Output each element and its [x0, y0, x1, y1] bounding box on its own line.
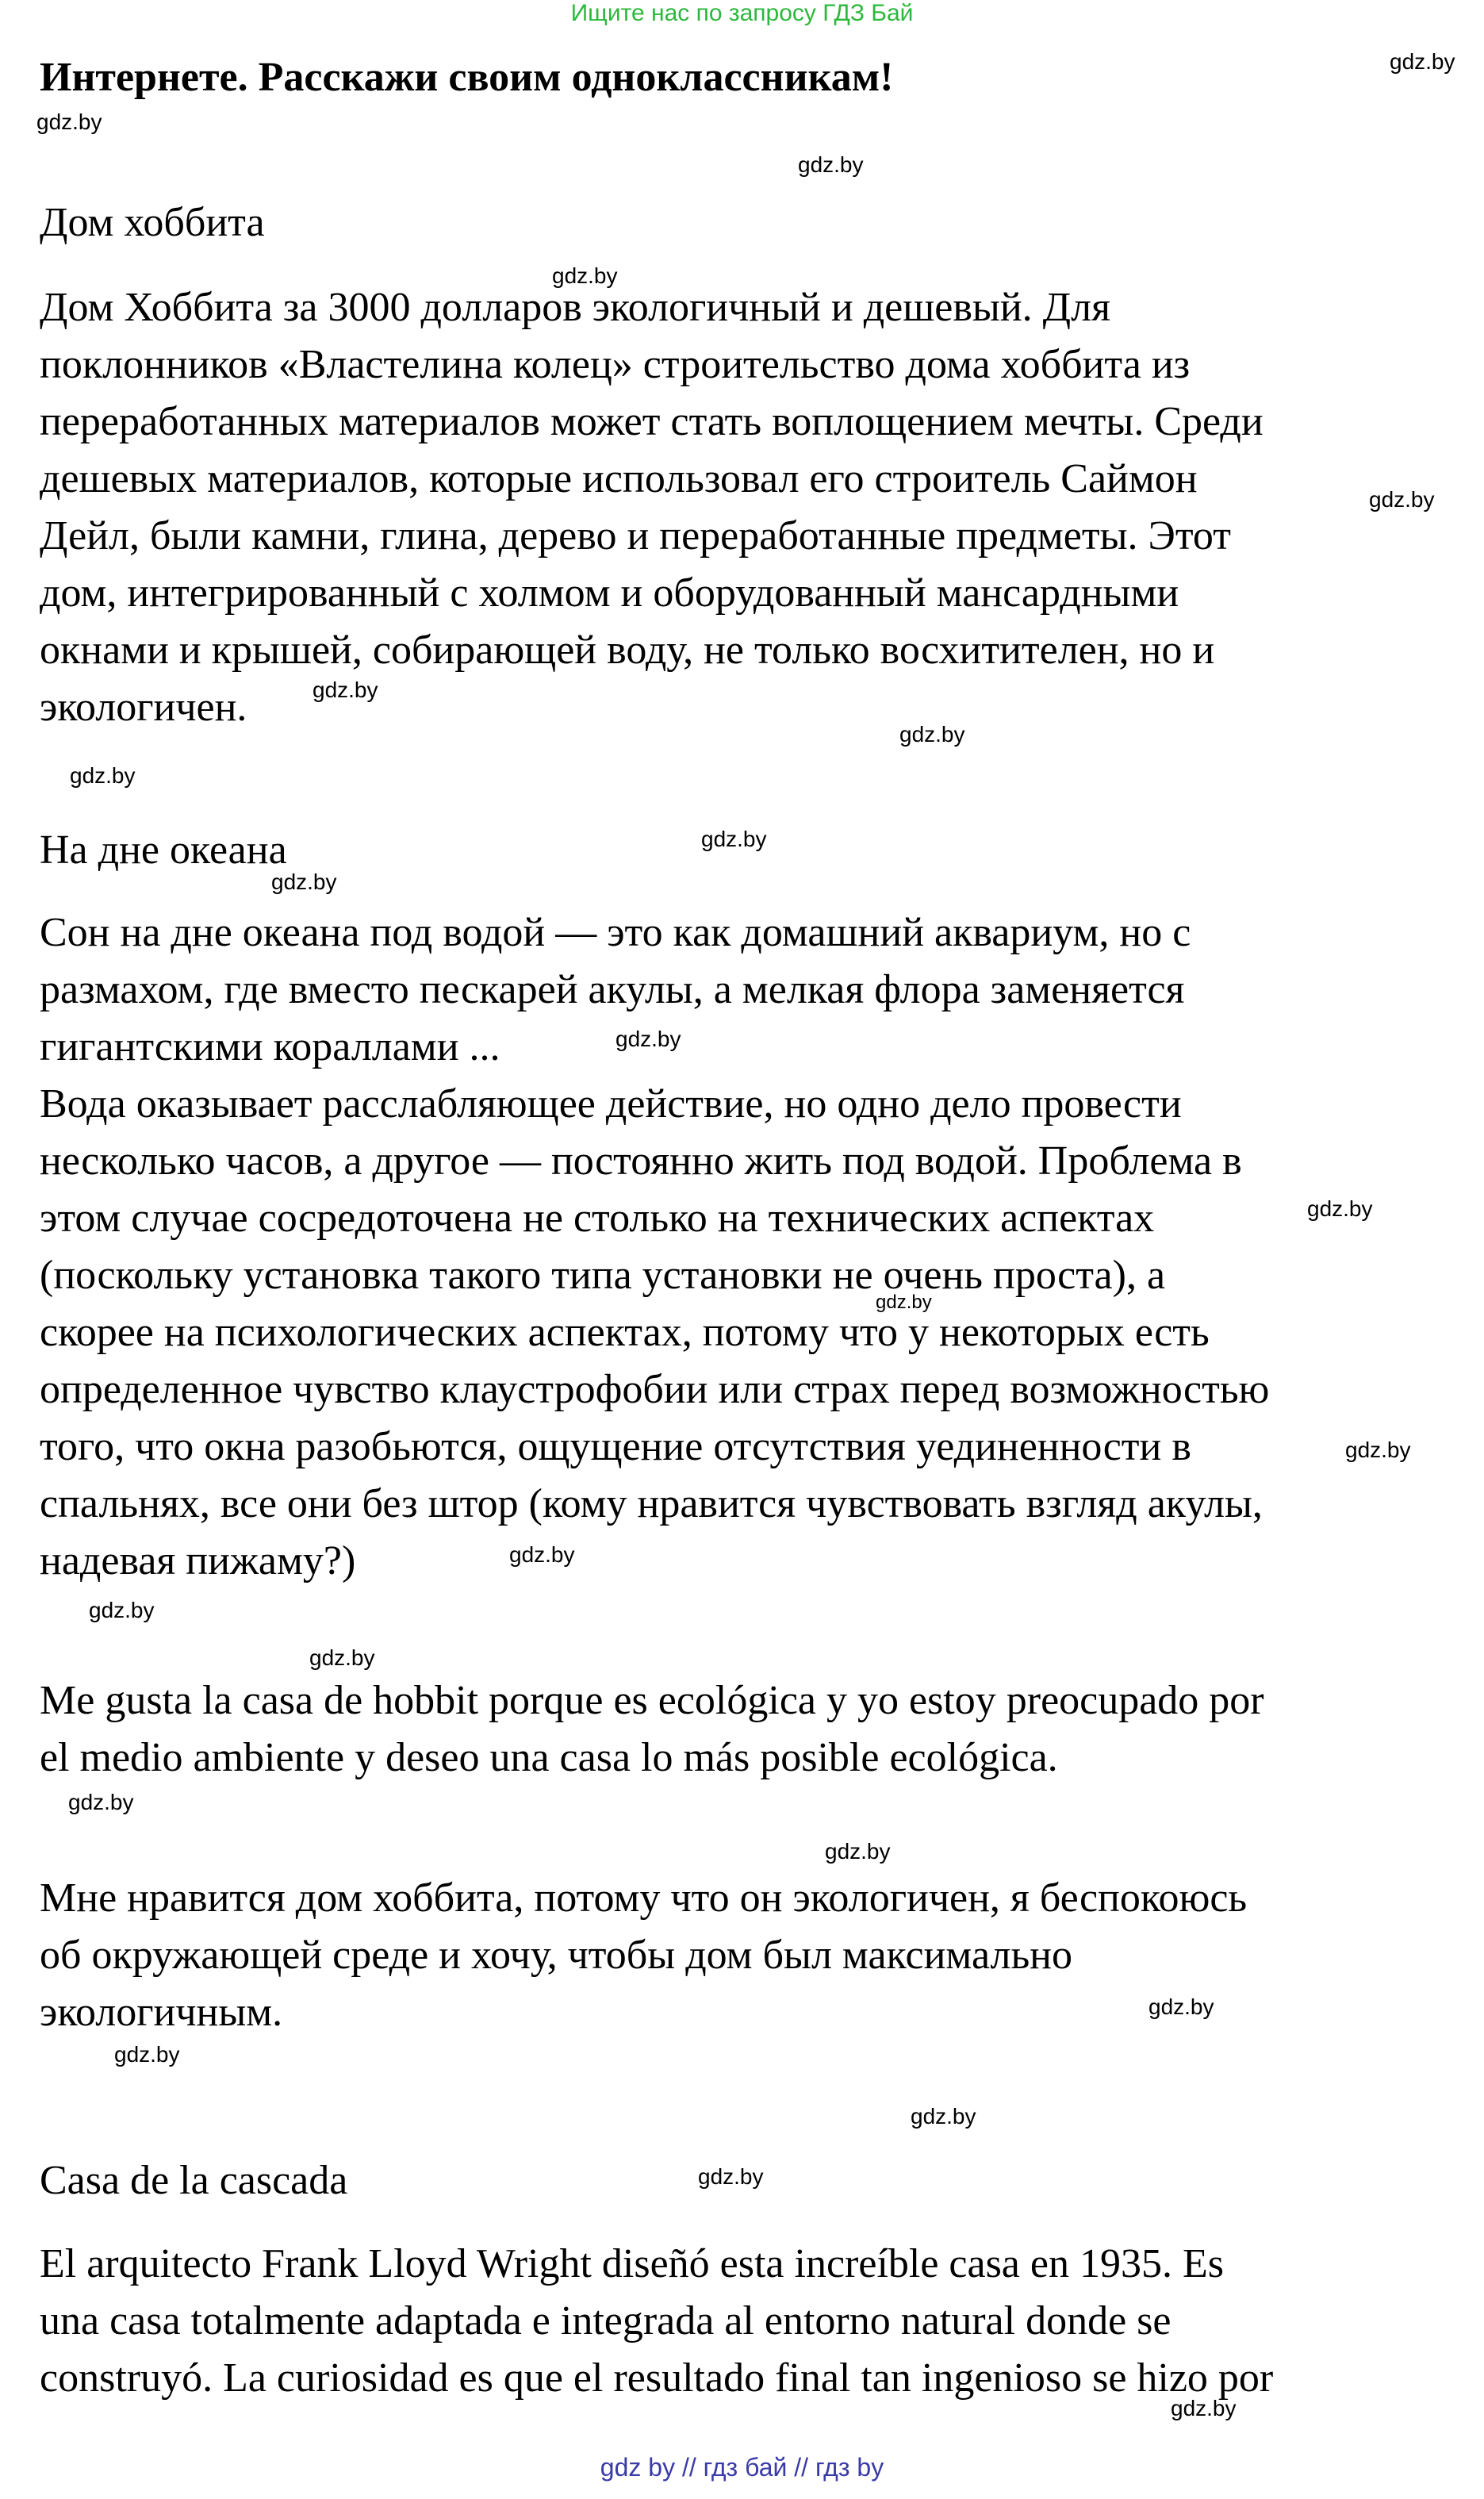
- paragraph-line: определенное чувство клаустрофобии или страх перед возможностью: [40, 1367, 1270, 1412]
- paragraph-line: una casa totalmente adaptada e integrada al entorno natural donde se: [40, 2298, 1171, 2344]
- watermark: gdz.by: [1307, 1196, 1373, 1221]
- paragraph-line: construyó. La curiosidad es que el resultado final tan ingenioso se hizo por: [40, 2355, 1274, 2401]
- paragraph-line: переработанных материалов может стать воплощением мечты. Среди: [40, 399, 1264, 444]
- paragraph-line: этом случае сосредоточена не столько на технических аспектах: [40, 1196, 1155, 1241]
- paragraph-line: размахом, где вместо пескарей акулы, а мелкая флора заменяется: [40, 967, 1185, 1012]
- paragraph-line: дом, интегрированный с холмом и оборудованный мансардными: [40, 570, 1179, 616]
- watermark: gdz.by: [615, 1027, 681, 1051]
- paragraph-line: Мне нравится дом хоббита, потому что он экологичен, я беспокоюсь: [40, 1875, 1248, 1921]
- watermark: gdz.by: [509, 1542, 575, 1567]
- watermark: gdz.by: [798, 152, 864, 177]
- watermark: gdz.by: [89, 1598, 155, 1622]
- watermark: gdz.by: [1148, 1994, 1214, 2019]
- watermark: gdz.by: [701, 827, 767, 851]
- paragraph-cascada: [40, 2236, 1420, 2407]
- watermark: gdz.by: [825, 1839, 891, 1864]
- paragraph-line: экологичен.: [40, 685, 247, 730]
- paragraph-ocean: [40, 904, 1420, 1590]
- paragraph-line: Дейл, были камни, глина, дерево и переработанные предметы. Этот: [40, 513, 1231, 559]
- watermark: gdz.by: [876, 1292, 932, 1313]
- paragraph-line: спальнях, все они без штор (кому нравится чувствовать взгляд акулы,: [40, 1481, 1263, 1526]
- section-title-hobbit: Дом хоббита: [40, 200, 265, 245]
- section-title-ocean: На дне океана: [40, 827, 287, 873]
- paragraph-line: скорее на психологических аспектах, потому что у некоторых есть: [40, 1310, 1210, 1355]
- paragraph-line: Вода оказывает расслабляющее действие, но одно дело провести: [40, 1081, 1182, 1127]
- paragraph-line: надевая пижаму?): [40, 1538, 356, 1583]
- watermark: gdz.by: [1345, 1438, 1411, 1462]
- watermark: gdz.by: [70, 763, 136, 788]
- watermark: gdz.by: [313, 678, 378, 702]
- paragraph-line: дешевых материалов, которые использовал его строитель Саймон: [40, 456, 1198, 501]
- paragraph-line: поклонников «Властелина колец» строительство дома хоббита из: [40, 342, 1191, 387]
- paragraph-line: того, что окна разобьются, ощущение отсутствия уединенности в: [40, 1424, 1191, 1469]
- watermark: gdz.by: [309, 1645, 375, 1670]
- paragraph-line: Me gusta la casa de hobbit porque es ecológica y yo estoy preocupado por: [40, 1678, 1264, 1723]
- watermark: gdz.by: [1390, 49, 1455, 74]
- watermark: gdz.by: [114, 2042, 180, 2067]
- section-title-cascada: Casa de la cascada: [40, 2158, 348, 2203]
- watermark: gdz.by: [68, 1790, 134, 1814]
- page-heading: Интернете. Расскажи своим одноклассникам!: [40, 55, 894, 100]
- watermark: gdz.by: [698, 2164, 764, 2189]
- paragraph-line: об окружающей среде и хочу, чтобы дом был максимально: [40, 1933, 1073, 1978]
- watermark: gdz.by: [271, 869, 337, 894]
- paragraph-line: окнами и крышей, собирающей воду, не только восхитителен, но и: [40, 628, 1215, 673]
- watermark: gdz.by: [899, 722, 965, 747]
- paragraph-hobbit: [40, 279, 1420, 736]
- watermark: gdz.by: [1171, 2396, 1237, 2420]
- paragraph-line: несколько часов, а другое — постоянно жить под водой. Проблема в: [40, 1138, 1242, 1184]
- watermark: gdz.by: [911, 2104, 976, 2129]
- top-banner[interactable]: Ищите нас по запросу ГДЗ Бай: [570, 0, 914, 26]
- paragraph-line: el medio ambiente y deseo una casa lo más posible ecológica.: [40, 1735, 1058, 1780]
- watermark: gdz.by: [552, 263, 618, 288]
- footer-links[interactable]: gdz by // гдз бай // гдз by: [600, 2453, 884, 2482]
- paragraph-line: (поскольку установка такого типа установки не очень проста), а: [40, 1253, 1166, 1298]
- paragraph-line: экологичным.: [40, 1990, 283, 2035]
- watermark: gdz.by: [1369, 487, 1435, 512]
- paragraph-line: Дом Хоббита за 3000 долларов экологичный и дешевый. Для: [40, 285, 1111, 330]
- paragraph-line: Сон на дне океана под водой — это как домашний аквариум, но с: [40, 910, 1191, 955]
- paragraph-spanish-answer: [40, 1672, 1420, 1787]
- paragraph-line: El arquitecto Frank Lloyd Wright diseñó esta increíble casa en 1935. Es: [40, 2241, 1224, 2286]
- paragraph-line: гигантскими кораллами ...: [40, 1024, 500, 1069]
- watermark: gdz.by: [36, 109, 102, 134]
